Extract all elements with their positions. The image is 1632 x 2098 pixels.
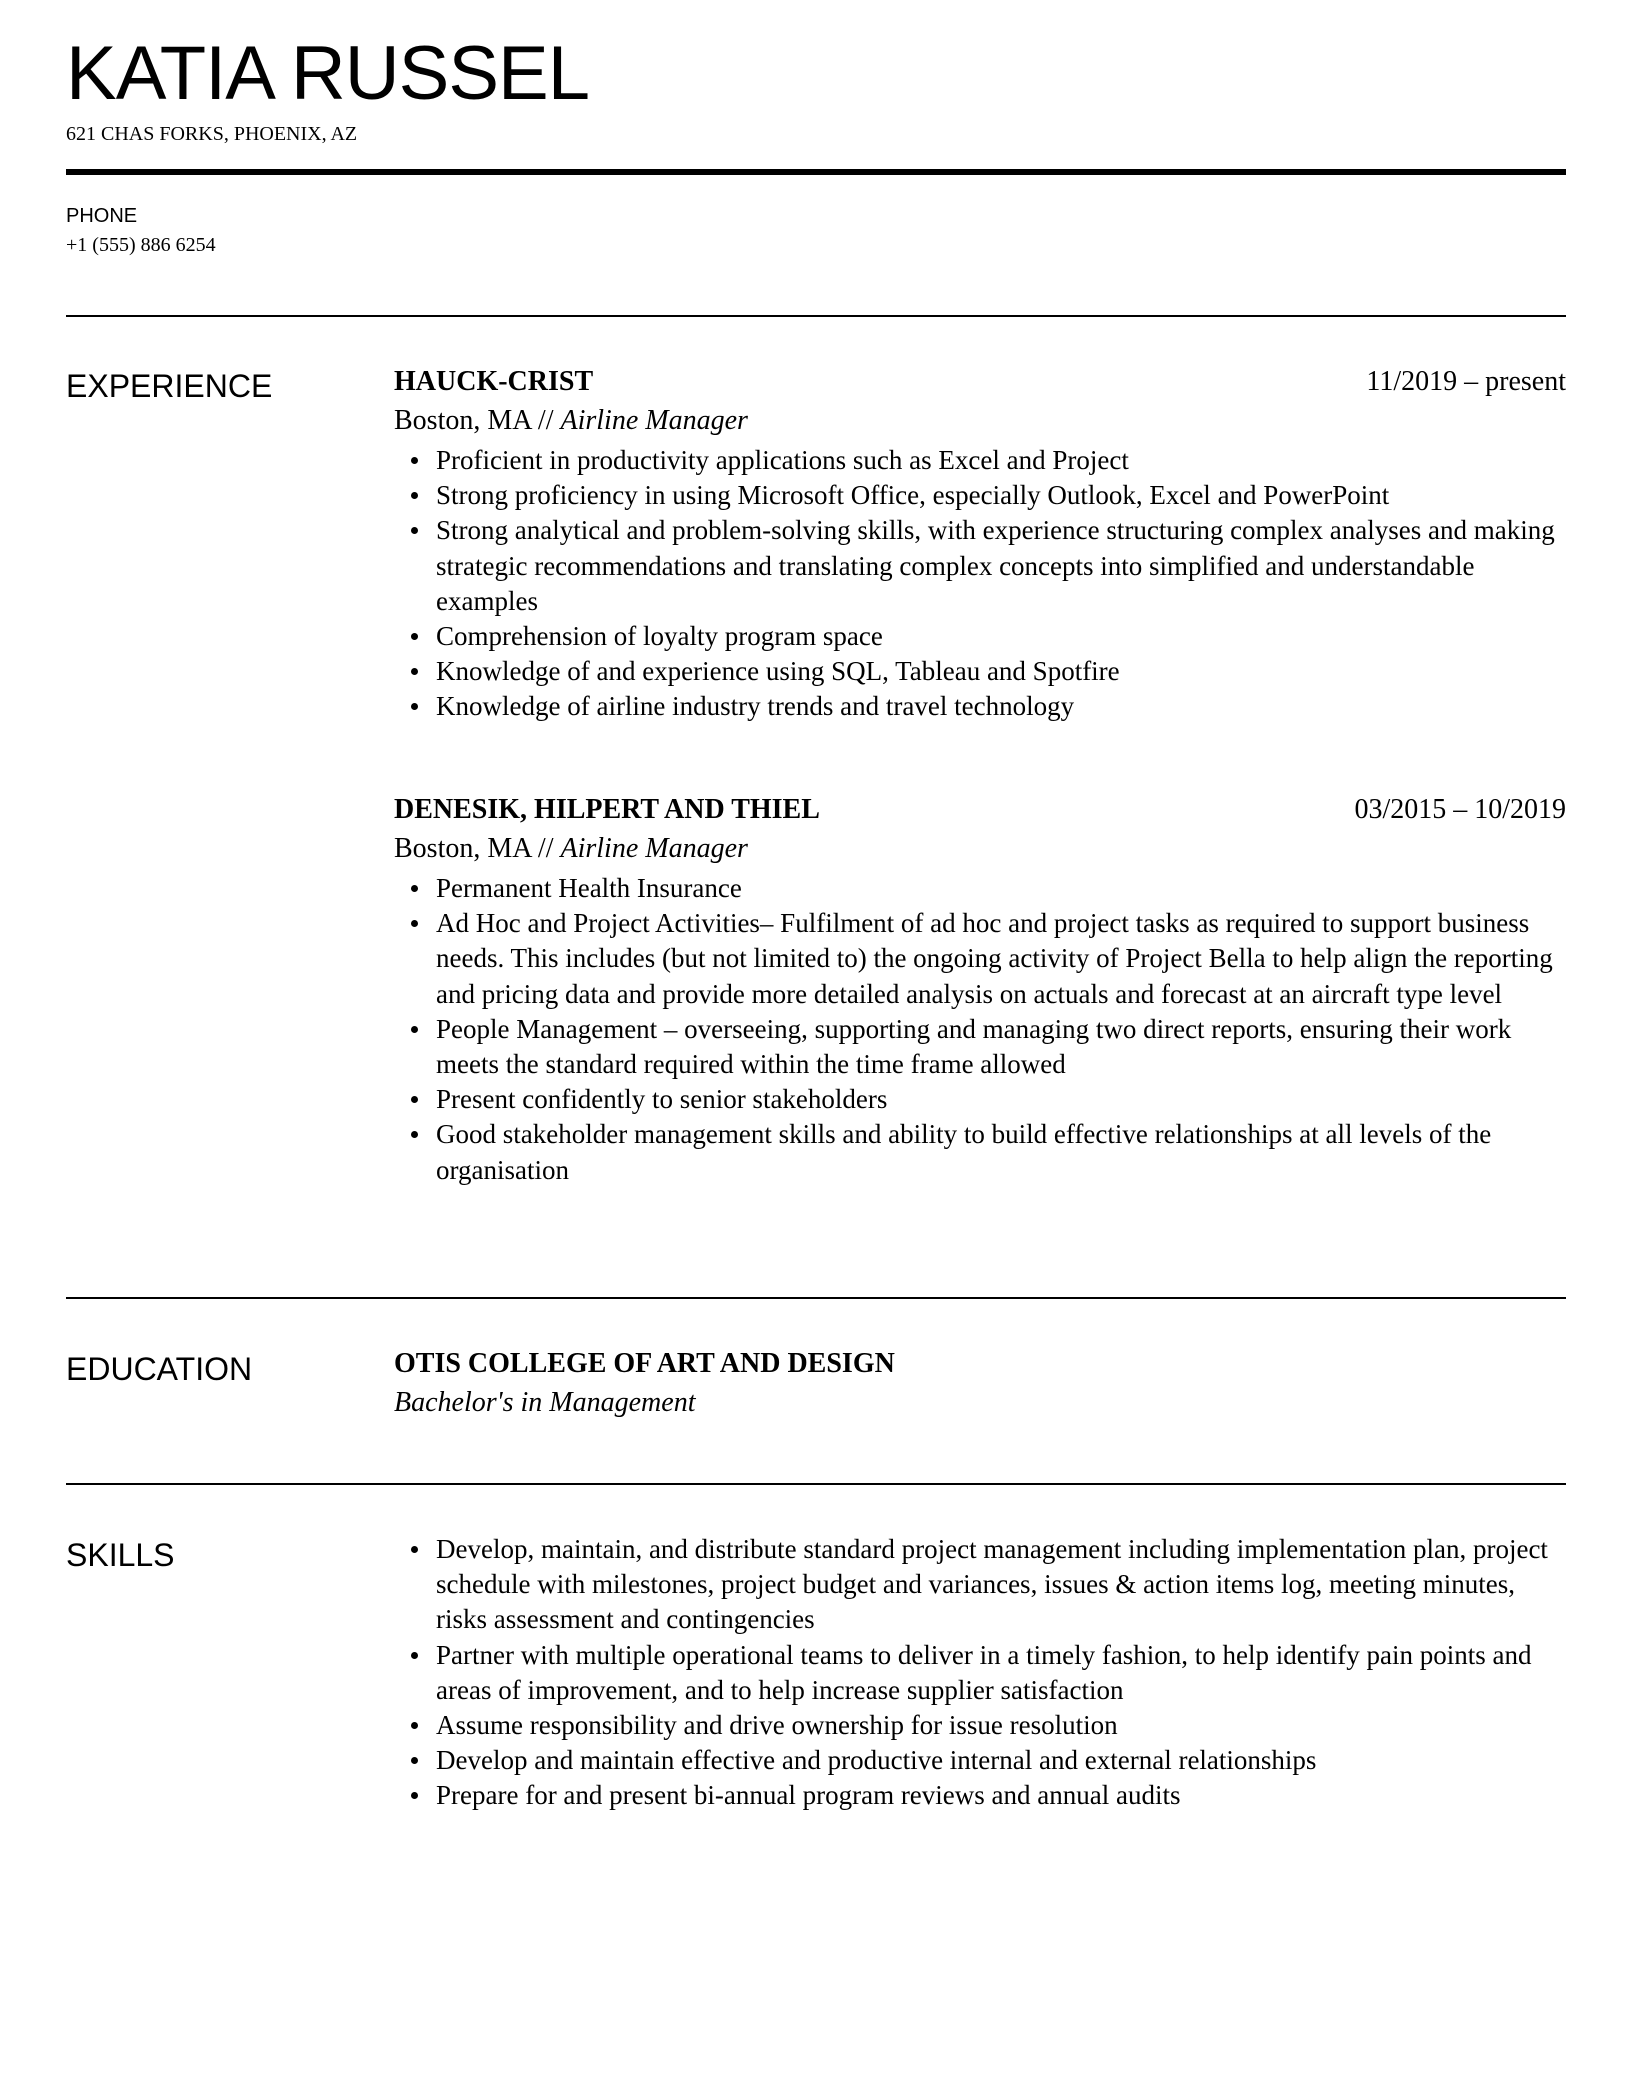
skill-item: Assume responsibility and drive ownership for issue resolution <box>436 1708 1566 1743</box>
job-location-role <box>394 829 1566 869</box>
job-dates: 11/2019 – present <box>1366 366 1566 397</box>
skills-bullets <box>394 1532 1566 1814</box>
job-location-role <box>394 401 1566 441</box>
job-dates: 03/2015 – 10/2019 <box>1354 794 1566 825</box>
bullet-item: People Management – overseeing, supporting and managing two direct reports, ensuring their work meets the standard required within the time frame allowed <box>436 1012 1566 1082</box>
bullet-item: Permanent Health Insurance <box>436 871 1566 906</box>
job-bullets <box>394 871 1566 1188</box>
bullet-item: Ad Hoc and Project Activities– Fulfilment of ad hoc and project tasks as required to support business needs. This includes (but not limited to) the ongoing activity of Project Bella to help align the reporting and pricing data and provide more detailed analysis on actuals and forecast at an aircraft type level <box>436 906 1566 1012</box>
job-entry-2 <box>394 791 1566 1188</box>
company-name: DENESIK, HILPERT AND THIEL <box>394 794 820 825</box>
bullet-item: Strong proficiency in using Microsoft Office, especially Outlook, Excel and PowerPoint <box>436 478 1566 513</box>
job-role: Airline Manager <box>560 833 748 864</box>
section-divider-experience <box>66 1297 1566 1299</box>
education-section-title: EDUCATION <box>66 1351 253 1387</box>
bullet-item: Strong analytical and problem-solving skills, with experience structuring complex analyses and making strategic recommendations and translating complex concepts into simplified and understandable examples <box>436 513 1566 619</box>
job-location: Boston, MA // <box>394 833 554 864</box>
skills-entry <box>394 1532 1566 1814</box>
job-location: Boston, MA // <box>394 405 554 436</box>
candidate-name: KATIA RUSSEL <box>66 31 590 116</box>
header-divider <box>66 169 1566 175</box>
company-name: HAUCK-CRIST <box>394 366 594 397</box>
bullet-item: Good stakeholder management skills and ability to build effective relationships at all levels of the organisation <box>436 1117 1566 1187</box>
job-header <box>394 791 1566 829</box>
degree-name: Bachelor's in Management <box>394 1387 696 1418</box>
bullet-item: Present confidently to senior stakeholders <box>436 1082 1566 1117</box>
section-divider-education <box>66 1483 1566 1485</box>
job-entry-1 <box>394 363 1566 725</box>
phone-label: PHONE <box>66 205 138 227</box>
job-role: Airline Manager <box>560 405 748 436</box>
skill-item: Develop, maintain, and distribute standard project management including implementation plan, project schedule with milestones, project budget and variances, issues & action items log, meeting minutes, risks assessment and contingencies <box>436 1532 1566 1638</box>
skill-item: Prepare for and present bi-annual program reviews and annual audits <box>436 1778 1566 1813</box>
bullet-item: Knowledge of and experience using SQL, Tableau and Spotfire <box>436 654 1566 689</box>
education-entry <box>394 1345 1566 1423</box>
phone-number: +1 (555) 886 6254 <box>66 234 216 256</box>
job-bullets <box>394 443 1566 725</box>
school-name: OTIS COLLEGE OF ART AND DESIGN <box>394 1348 895 1379</box>
job-header <box>394 363 1566 401</box>
bullet-item: Knowledge of airline industry trends and travel technology <box>436 689 1566 724</box>
skill-item: Develop and maintain effective and productive internal and external relationships <box>436 1743 1566 1778</box>
skills-section-title: SKILLS <box>66 1537 175 1573</box>
candidate-address: 621 CHAS FORKS, PHOENIX, AZ <box>66 123 358 145</box>
bullet-item: Comprehension of loyalty program space <box>436 619 1566 654</box>
section-divider-contact <box>66 315 1566 317</box>
bullet-item: Proficient in productivity applications such as Excel and Project <box>436 443 1566 478</box>
experience-section-title: EXPERIENCE <box>66 368 273 404</box>
skill-item: Partner with multiple operational teams to deliver in a timely fashion, to help identify pain points and areas of improvement, and to help increase supplier satisfaction <box>436 1638 1566 1708</box>
